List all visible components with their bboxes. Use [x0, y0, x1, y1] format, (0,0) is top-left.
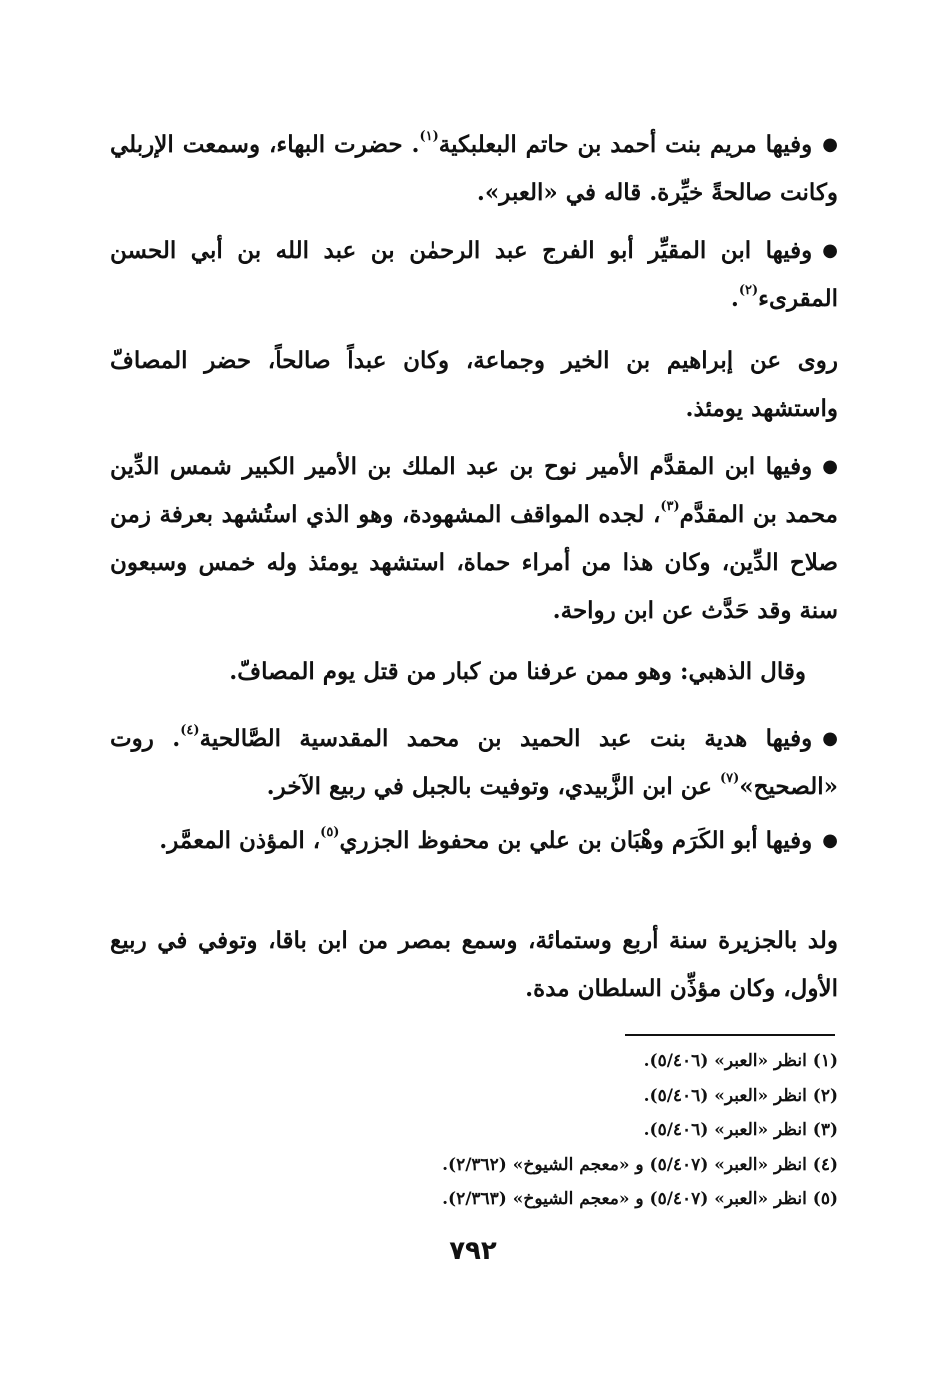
footnote-item: (٥) انظر «العبر» (٥/٤٠٧) و «معجم الشيوخ» (٢/٣٦٣).	[442, 1189, 838, 1209]
bullet-icon: ●	[822, 456, 838, 477]
footnotes-list	[360, 1044, 838, 1217]
entry-ibn-al-muqayyir	[110, 227, 838, 323]
footnote-item: (٤) انظر «العبر» (٥/٤٠٧) و «معجم الشيوخ» (٢/٣٦٢).	[442, 1154, 838, 1175]
footnote-item: (٣) انظر «العبر» (٥/٤٠٦).	[643, 1120, 838, 1140]
footnote-ref[interactable]: (٧)	[719, 771, 740, 786]
entry-text: ، لجده المواقف المشهودة، وهو الذي استُشهد بعرفة زمن صلاح الدِّين، وكان هذا من أمراء حماة، استشهد يومئذ وله خمس وسبعون سنة وقد حَدَّث عن ابن رواحة.	[110, 501, 838, 624]
entry-text: ، المؤذن المعمَّر.	[159, 827, 321, 854]
paragraph-text: وقال الذهبي: وهو ممن عرفنا من كبار من قتل يوم المصافّ.	[229, 658, 806, 685]
entry-text: . روت «الصحيح»	[110, 725, 838, 800]
entry-text: عن ابن الزَّبيدي، وتوفيت بالجبل في ربيع الآخر.	[266, 773, 720, 800]
footnote-divider	[625, 1034, 835, 1036]
entry-text: .	[730, 285, 739, 312]
footnote-item: (٢) انظر «العبر» (٥/٤٠٦).	[643, 1085, 838, 1106]
footnote-ref[interactable]: (١)	[419, 129, 439, 144]
entry-text: . حضرت البهاء، وسمعت الإربلي وكانت صالحةً خيِّرة. قاله في «العبر».	[110, 131, 838, 206]
footnote-ref[interactable]: (٤)	[180, 723, 200, 738]
entry-text: وفيها ابن المقدَّم الأمير نوح بن عبد الملك بن الأمير الكبير شمس الدِّين محمد بن المقدَّم	[110, 453, 838, 528]
paragraph-birth	[110, 917, 838, 1013]
footnote-ref[interactable]: (٣)	[660, 499, 680, 514]
footnote-ref[interactable]: (٢)	[738, 283, 759, 298]
paragraph-text: ولد بالجزيرة سنة أربع وستمائة، وسمع بمصر من ابن باقا، وتوفي في ربيع الأول، وكان مؤذِّن السلطان مدة.	[110, 927, 838, 1002]
paragraph-text: روى عن إبراهيم بن الخير وجماعة، وكان عبداً صالحاً، حضر المصافّ واستشهد يومئذ.	[110, 347, 838, 422]
entry-abu-al-karam	[110, 817, 838, 865]
page-number: ٧٩٢	[449, 1236, 497, 1266]
bullet-icon: ●	[822, 240, 838, 261]
entry-text: وفيها هدية بنت عبد الحميد بن محمد المقدسية الصَّالحية	[199, 725, 813, 752]
entry-text: وفيها ابن المقيِّر أبو الفرج عبد الرحمٰن بن عبد الله بن أبي الحسن المقرىء	[110, 237, 838, 312]
paragraph-narration	[110, 337, 838, 433]
footnote-item: (١) انظر «العبر» (٥/٤٠٦).	[643, 1051, 838, 1071]
bullet-icon: ●	[822, 830, 838, 851]
entry-hadiyya	[110, 715, 838, 811]
paragraph-dhahabi	[110, 648, 838, 696]
entry-text: وفيها مريم بنت أحمد بن حاتم البعلبكية	[438, 131, 813, 158]
footnote-ref[interactable]: (٥)	[320, 825, 340, 840]
entry-ibn-al-muqaddam	[110, 443, 838, 635]
entry-maryam	[110, 121, 838, 217]
bullet-icon: ●	[822, 728, 838, 749]
entry-text: وفيها أبو الكَرَم وهْبَان بن علي بن محفوظ الجزري	[339, 827, 813, 854]
bullet-icon: ●	[822, 134, 839, 155]
